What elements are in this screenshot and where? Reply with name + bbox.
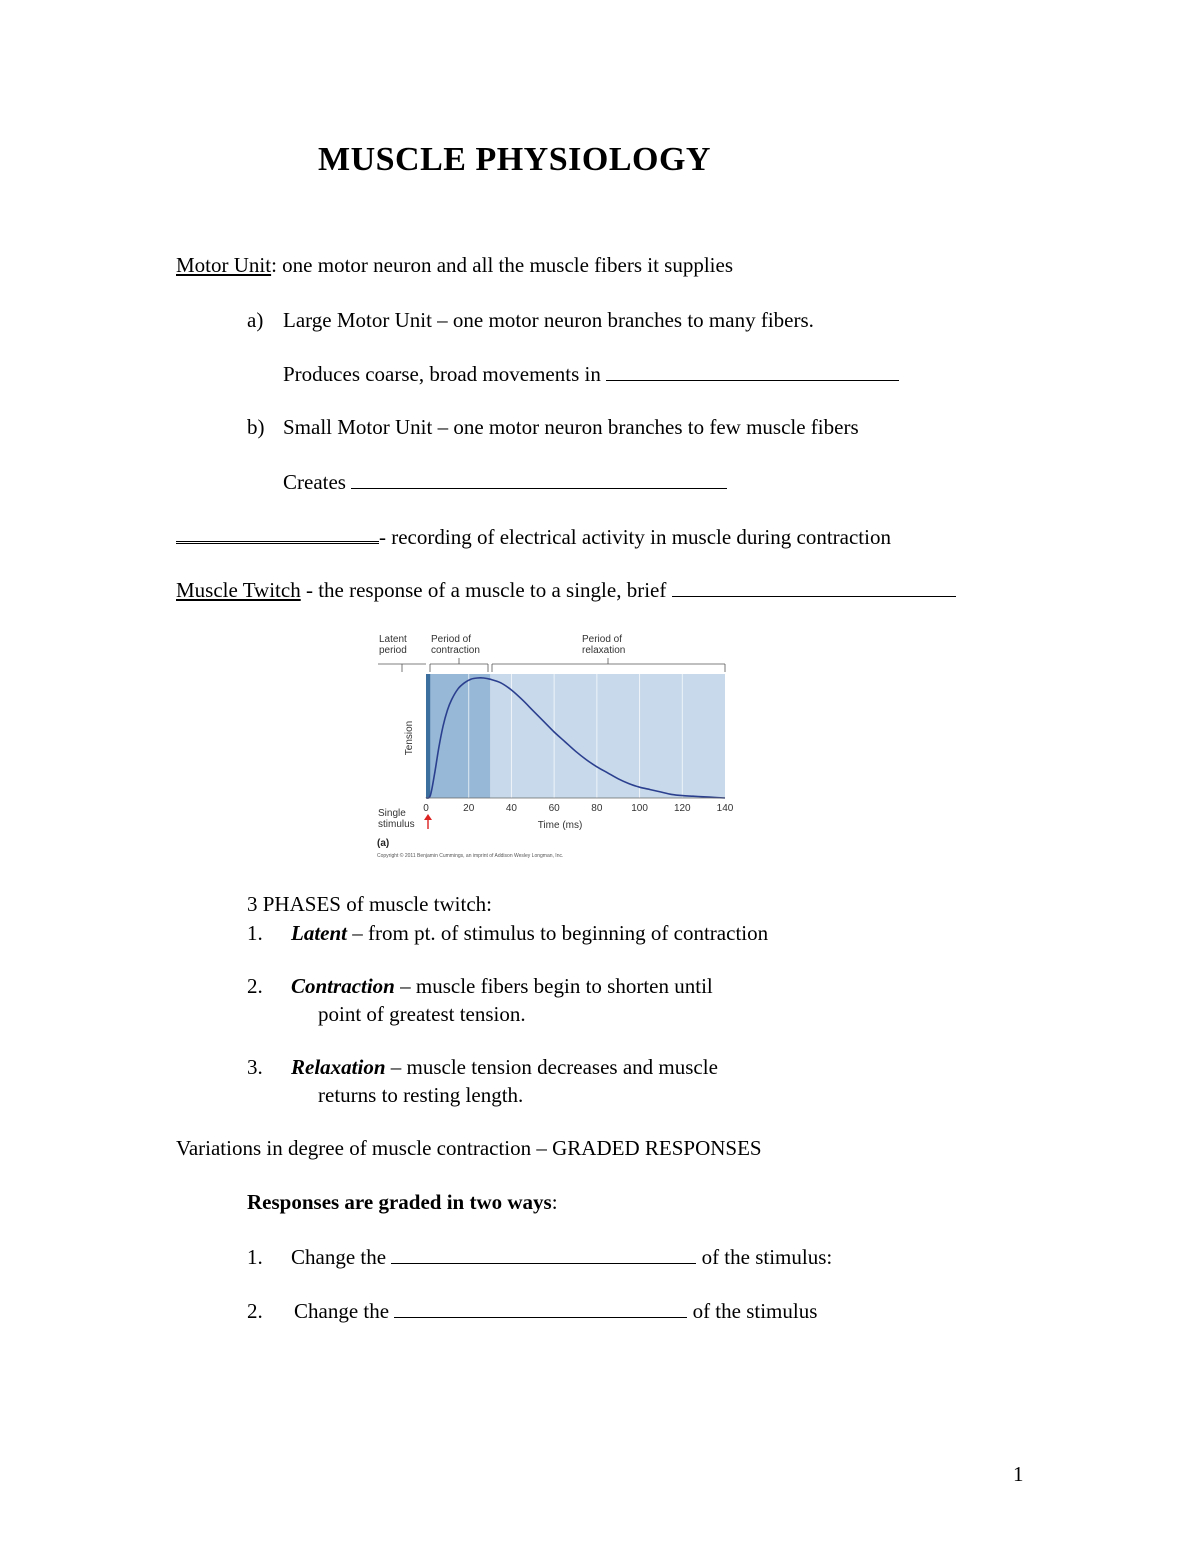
contraction-header-line1: Period of: [431, 634, 472, 645]
y-axis-label: Tension: [404, 720, 415, 756]
phase-2-number: 2.: [247, 974, 263, 998]
latent-region: [426, 674, 430, 798]
muscle-twitch-term: Muscle Twitch: [176, 578, 301, 602]
page-title: MUSCLE PHYSIOLOGY: [318, 141, 711, 178]
phase-1-text: – from pt. of stimulus to beginning of contraction: [347, 921, 769, 945]
graded-1-number: 1.: [247, 1245, 263, 1269]
emg-definition: - recording of electrical activity in muscle during contraction: [379, 525, 891, 549]
contraction-header-line2: contraction: [431, 645, 480, 656]
graded-2-after: of the stimulus: [687, 1299, 818, 1323]
page-number: 1: [1013, 1462, 1024, 1486]
item-a-text: Large Motor Unit – one motor neuron branches to many fibers.: [283, 308, 814, 332]
fill-in-blank[interactable]: [606, 362, 899, 381]
phase-3-number: 3.: [247, 1055, 263, 1079]
x-tick-label: 80: [591, 803, 603, 814]
item-a-marker: a): [247, 308, 264, 332]
phase-2-continuation: point of greatest tension.: [318, 1002, 526, 1026]
stimulus-arrow: [424, 814, 432, 829]
x-tick-label: 140: [716, 803, 734, 814]
fill-in-blank[interactable]: [176, 523, 379, 544]
panel-label: (a): [377, 838, 390, 849]
relaxation-header-line2: relaxation: [582, 645, 626, 656]
motor-unit-line: [176, 252, 733, 278]
phase-3-line: [291, 1054, 718, 1080]
phase-3-term: Relaxation: [291, 1055, 386, 1079]
item-b-sub-line: [283, 469, 727, 495]
graded-2-number: 2.: [247, 1299, 263, 1323]
phase-2-term: Contraction: [291, 974, 395, 998]
muscle-twitch-line: [176, 577, 956, 603]
fill-in-blank[interactable]: [391, 1245, 696, 1264]
copyright-line: Copyright © 2011 Benjamin Cummings, an imprint of Addison Wesley Longman, Inc.: [377, 853, 564, 859]
muscle-twitch-definition: - the response of a muscle to a single, brief: [300, 578, 667, 602]
phase-2-text: – muscle fibers begin to shorten until: [394, 974, 713, 998]
graded-2-before: Change the: [294, 1299, 390, 1323]
graded-responses-line: Variations in degree of muscle contraction – GRADED RESPONSES: [176, 1136, 762, 1160]
period-brackets: [378, 658, 725, 672]
item-b-marker: b): [247, 415, 265, 439]
x-tick-label: 100: [631, 803, 648, 814]
x-tick-label: 0: [423, 803, 429, 814]
motor-unit-term: Motor Unit: [176, 253, 272, 277]
phase-3-text: – muscle tension decreases and muscle: [385, 1055, 718, 1079]
x-axis-label: Time (ms): [537, 820, 583, 831]
latent-header-line1: Latent: [379, 634, 407, 645]
x-tick-label: 60: [548, 803, 560, 814]
graded-subheading-colon: :: [551, 1190, 558, 1214]
phase-1-line: [291, 920, 768, 946]
x-tick-label: 20: [463, 803, 475, 814]
stimulus-label-line1: Single: [378, 808, 406, 819]
phase-2-line: [291, 973, 713, 999]
fill-in-blank[interactable]: [394, 1299, 687, 1318]
x-tick-labels: [423, 803, 734, 814]
phases-heading: 3 PHASES of muscle twitch:: [247, 892, 492, 916]
item-b-sub-text: Creates: [283, 470, 346, 494]
item-a-sub-text: Produces coarse, broad movements in: [283, 362, 601, 386]
phase-1-term: Latent: [291, 921, 347, 945]
x-tick-label: 40: [505, 803, 517, 814]
phase-1-number: 1.: [247, 921, 263, 945]
graded-1-after: of the stimulus:: [696, 1245, 833, 1269]
motor-unit-definition: : one motor neuron and all the muscle fibers it supplies: [271, 253, 733, 277]
phase-3-continuation: returns to resting length.: [318, 1083, 524, 1107]
graded-2-line: [294, 1298, 817, 1324]
emg-line: [176, 523, 891, 550]
muscle-twitch-figure: [372, 628, 742, 864]
contraction-region: [430, 674, 490, 798]
graded-1-before: Change the: [291, 1245, 387, 1269]
fill-in-blank[interactable]: [672, 578, 956, 597]
x-tick-label: 120: [673, 803, 691, 814]
stimulus-label-line2: stimulus: [378, 819, 415, 830]
relaxation-header-line1: Period of: [582, 634, 623, 645]
item-b-text: Small Motor Unit – one motor neuron branches to few muscle fibers: [283, 415, 859, 439]
item-a-sub-line: [283, 361, 899, 387]
latent-header-line2: period: [379, 645, 407, 656]
fill-in-blank[interactable]: [351, 470, 727, 489]
graded-1-line: [291, 1244, 832, 1270]
graded-subheading-line: [247, 1189, 558, 1215]
graded-subheading: Responses are graded in two ways: [247, 1190, 552, 1214]
